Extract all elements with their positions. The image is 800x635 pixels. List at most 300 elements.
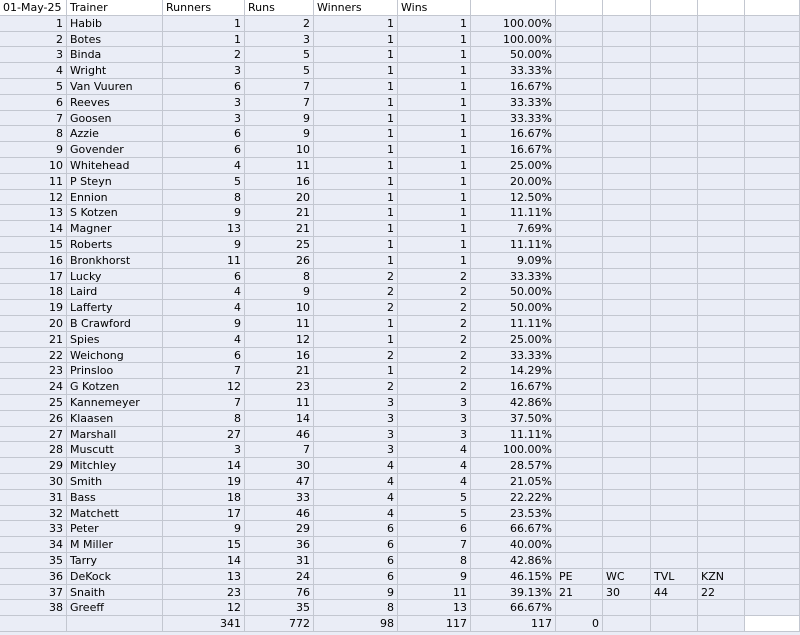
- cell-rank[interactable]: 30: [0, 474, 67, 490]
- cell-runs[interactable]: 12: [245, 332, 314, 348]
- cell-winners[interactable]: 3: [314, 427, 398, 443]
- cell-wins[interactable]: 1: [398, 95, 471, 111]
- cell-wins[interactable]: 4: [398, 442, 471, 458]
- cell-runs[interactable]: 5: [245, 47, 314, 63]
- empty-cell[interactable]: [651, 142, 698, 158]
- cell-trainer[interactable]: Mitchley: [67, 458, 163, 474]
- province-value[interactable]: 21: [556, 585, 603, 601]
- cell-rank[interactable]: 2: [0, 32, 67, 48]
- cell-runners[interactable]: 18: [163, 490, 245, 506]
- cell-rank[interactable]: 14: [0, 221, 67, 237]
- empty-cell[interactable]: [745, 506, 800, 522]
- cell-wins[interactable]: 1: [398, 190, 471, 206]
- cell-runners[interactable]: 9: [163, 316, 245, 332]
- cell-wins[interactable]: 3: [398, 427, 471, 443]
- empty-cell[interactable]: [651, 158, 698, 174]
- cell-pct[interactable]: 33.33%: [471, 63, 556, 79]
- empty-cell[interactable]: [651, 95, 698, 111]
- cell-winners[interactable]: 1: [314, 111, 398, 127]
- cell-wins[interactable]: 1: [398, 253, 471, 269]
- cell-runs[interactable]: 23: [245, 379, 314, 395]
- cell-trainer[interactable]: G Kotzen: [67, 379, 163, 395]
- cell-trainer[interactable]: P Steyn: [67, 174, 163, 190]
- empty-cell[interactable]: [745, 142, 800, 158]
- cell-pct[interactable]: 100.00%: [471, 442, 556, 458]
- cell-rank[interactable]: 15: [0, 237, 67, 253]
- header-empty-cell[interactable]: [603, 0, 651, 16]
- cell-trainer[interactable]: Lucky: [67, 269, 163, 285]
- cell-runners[interactable]: 7: [163, 363, 245, 379]
- empty-cell[interactable]: [556, 237, 603, 253]
- cell-wins[interactable]: 1: [398, 63, 471, 79]
- empty-cell[interactable]: [556, 427, 603, 443]
- cell-wins[interactable]: 2: [398, 284, 471, 300]
- empty-cell[interactable]: [603, 363, 651, 379]
- cell-runs[interactable]: 33: [245, 490, 314, 506]
- empty-cell[interactable]: [651, 79, 698, 95]
- empty-cell[interactable]: [698, 600, 745, 616]
- empty-cell[interactable]: [556, 126, 603, 142]
- cell-runs[interactable]: 26: [245, 253, 314, 269]
- cell-trainer[interactable]: Muscutt: [67, 442, 163, 458]
- province-label[interactable]: TVL: [651, 569, 698, 585]
- empty-cell[interactable]: [556, 95, 603, 111]
- cell-runners[interactable]: 17: [163, 506, 245, 522]
- cell-runs[interactable]: 46: [245, 427, 314, 443]
- cell-winners[interactable]: 1: [314, 174, 398, 190]
- empty-cell[interactable]: [745, 16, 800, 32]
- empty-cell[interactable]: [651, 190, 698, 206]
- cell-runners[interactable]: 13: [163, 569, 245, 585]
- cell-pct[interactable]: 33.33%: [471, 348, 556, 364]
- cell-winners[interactable]: 1: [314, 316, 398, 332]
- cell-rank[interactable]: 10: [0, 158, 67, 174]
- empty-cell[interactable]: [556, 379, 603, 395]
- cell-winners[interactable]: 4: [314, 506, 398, 522]
- cell-runners[interactable]: 12: [163, 379, 245, 395]
- empty-cell[interactable]: [651, 237, 698, 253]
- empty-cell[interactable]: [698, 395, 745, 411]
- empty-cell[interactable]: [651, 458, 698, 474]
- cell-runners[interactable]: 12: [163, 600, 245, 616]
- cell-rank[interactable]: 24: [0, 379, 67, 395]
- empty-cell[interactable]: [603, 506, 651, 522]
- cell-trainer[interactable]: Tarry: [67, 553, 163, 569]
- header-wins[interactable]: Wins: [398, 0, 471, 16]
- empty-cell[interactable]: [556, 521, 603, 537]
- empty-cell[interactable]: [556, 506, 603, 522]
- cell-trainer[interactable]: Smith: [67, 474, 163, 490]
- cell-winners[interactable]: 2: [314, 284, 398, 300]
- cell-winners[interactable]: 1: [314, 79, 398, 95]
- cell-runners[interactable]: 14: [163, 553, 245, 569]
- cell-runs[interactable]: 76: [245, 585, 314, 601]
- cell-runs[interactable]: 10: [245, 142, 314, 158]
- empty-cell[interactable]: [745, 363, 800, 379]
- empty-cell[interactable]: [603, 205, 651, 221]
- cell-runners[interactable]: 8: [163, 190, 245, 206]
- empty-cell[interactable]: [603, 300, 651, 316]
- cell-winners[interactable]: 3: [314, 395, 398, 411]
- empty-cell[interactable]: [698, 142, 745, 158]
- empty-cell[interactable]: [603, 95, 651, 111]
- empty-cell[interactable]: [745, 348, 800, 364]
- cell-runs[interactable]: 21: [245, 221, 314, 237]
- empty-cell[interactable]: [603, 395, 651, 411]
- cell-winners[interactable]: 4: [314, 474, 398, 490]
- empty-cell[interactable]: [651, 506, 698, 522]
- header-empty-cell[interactable]: [698, 0, 745, 16]
- empty-cell[interactable]: [698, 458, 745, 474]
- empty-cell[interactable]: [67, 616, 163, 632]
- empty-cell[interactable]: [651, 332, 698, 348]
- empty-cell[interactable]: [603, 269, 651, 285]
- cell-rank[interactable]: 3: [0, 47, 67, 63]
- empty-cell[interactable]: [556, 142, 603, 158]
- empty-cell[interactable]: [651, 600, 698, 616]
- empty-cell[interactable]: [556, 32, 603, 48]
- cell-wins[interactable]: 1: [398, 79, 471, 95]
- cell-runners[interactable]: 8: [163, 411, 245, 427]
- empty-cell[interactable]: [651, 221, 698, 237]
- province-value[interactable]: 22: [698, 585, 745, 601]
- cell-winners[interactable]: 2: [314, 348, 398, 364]
- cell-trainer[interactable]: Weichong: [67, 348, 163, 364]
- cell-runners[interactable]: 6: [163, 269, 245, 285]
- empty-cell[interactable]: [698, 474, 745, 490]
- cell-runners[interactable]: 4: [163, 158, 245, 174]
- empty-cell[interactable]: [603, 490, 651, 506]
- empty-cell[interactable]: [745, 600, 800, 616]
- cell-trainer[interactable]: Whitehead: [67, 158, 163, 174]
- empty-cell[interactable]: [698, 300, 745, 316]
- empty-cell[interactable]: [651, 300, 698, 316]
- empty-cell[interactable]: [745, 379, 800, 395]
- total-wins-sum[interactable]: 117: [471, 616, 556, 632]
- cell-runs[interactable]: 21: [245, 363, 314, 379]
- empty-cell[interactable]: [603, 348, 651, 364]
- empty-cell[interactable]: [603, 174, 651, 190]
- empty-cell[interactable]: [556, 458, 603, 474]
- empty-cell[interactable]: [556, 63, 603, 79]
- cell-runners[interactable]: 9: [163, 237, 245, 253]
- cell-pct[interactable]: 21.05%: [471, 474, 556, 490]
- empty-cell[interactable]: [651, 111, 698, 127]
- empty-cell[interactable]: [603, 411, 651, 427]
- cell-pct[interactable]: 16.67%: [471, 142, 556, 158]
- cell-trainer[interactable]: Snaith: [67, 585, 163, 601]
- province-value[interactable]: 30: [603, 585, 651, 601]
- empty-cell[interactable]: [651, 348, 698, 364]
- empty-cell[interactable]: [745, 32, 800, 48]
- cell-rank[interactable]: 22: [0, 348, 67, 364]
- cell-wins[interactable]: 1: [398, 111, 471, 127]
- cell-rank[interactable]: 13: [0, 205, 67, 221]
- cell-wins[interactable]: 3: [398, 411, 471, 427]
- cell-pct[interactable]: 25.00%: [471, 158, 556, 174]
- province-label[interactable]: WC: [603, 569, 651, 585]
- cell-rank[interactable]: 5: [0, 79, 67, 95]
- cell-wins[interactable]: 9: [398, 569, 471, 585]
- empty-cell[interactable]: [651, 16, 698, 32]
- cell-trainer[interactable]: Prinsloo: [67, 363, 163, 379]
- empty-cell[interactable]: [603, 521, 651, 537]
- empty-cell[interactable]: [603, 553, 651, 569]
- cell-rank[interactable]: 32: [0, 506, 67, 522]
- cell-wins[interactable]: 2: [398, 348, 471, 364]
- empty-cell[interactable]: [603, 126, 651, 142]
- cell-pct[interactable]: 46.15%: [471, 569, 556, 585]
- empty-cell[interactable]: [556, 316, 603, 332]
- empty-cell[interactable]: [556, 269, 603, 285]
- cell-pct[interactable]: 9.09%: [471, 253, 556, 269]
- empty-cell[interactable]: [698, 190, 745, 206]
- empty-cell[interactable]: [745, 411, 800, 427]
- empty-cell[interactable]: [698, 111, 745, 127]
- empty-cell[interactable]: [603, 142, 651, 158]
- cell-pct[interactable]: 20.00%: [471, 174, 556, 190]
- empty-cell[interactable]: [651, 474, 698, 490]
- empty-cell[interactable]: [698, 95, 745, 111]
- cell-runs[interactable]: 2: [245, 16, 314, 32]
- cell-trainer[interactable]: Azzie: [67, 126, 163, 142]
- cell-rank[interactable]: 6: [0, 95, 67, 111]
- header-empty-cell[interactable]: [556, 0, 603, 16]
- cell-runs[interactable]: 7: [245, 442, 314, 458]
- empty-cell[interactable]: [745, 63, 800, 79]
- cell-trainer[interactable]: Peter: [67, 521, 163, 537]
- empty-cell[interactable]: [651, 553, 698, 569]
- cell-rank[interactable]: 17: [0, 269, 67, 285]
- cell-pct[interactable]: 11.11%: [471, 427, 556, 443]
- cell-runs[interactable]: 20: [245, 190, 314, 206]
- empty-cell[interactable]: [698, 221, 745, 237]
- cell-wins[interactable]: 2: [398, 379, 471, 395]
- empty-cell[interactable]: [603, 221, 651, 237]
- cell-runs[interactable]: 47: [245, 474, 314, 490]
- cell-rank[interactable]: 9: [0, 142, 67, 158]
- empty-cell[interactable]: [603, 158, 651, 174]
- empty-cell[interactable]: [603, 16, 651, 32]
- empty-cell[interactable]: [745, 174, 800, 190]
- empty-cell[interactable]: [651, 32, 698, 48]
- cell-rank[interactable]: 34: [0, 537, 67, 553]
- cell-wins[interactable]: 1: [398, 16, 471, 32]
- cell-runners[interactable]: 7: [163, 395, 245, 411]
- empty-cell[interactable]: [651, 395, 698, 411]
- cell-runs[interactable]: 7: [245, 79, 314, 95]
- cell-pct[interactable]: 16.67%: [471, 379, 556, 395]
- cell-rank[interactable]: 20: [0, 316, 67, 332]
- cell-runners[interactable]: 3: [163, 442, 245, 458]
- empty-cell[interactable]: [651, 63, 698, 79]
- empty-cell[interactable]: [651, 537, 698, 553]
- empty-cell[interactable]: [651, 47, 698, 63]
- empty-cell[interactable]: [745, 458, 800, 474]
- empty-cell[interactable]: [603, 253, 651, 269]
- cell-runs[interactable]: 9: [245, 284, 314, 300]
- cell-rank[interactable]: 23: [0, 363, 67, 379]
- cell-wins[interactable]: 4: [398, 474, 471, 490]
- cell-runners[interactable]: 4: [163, 300, 245, 316]
- cell-wins[interactable]: 1: [398, 158, 471, 174]
- cell-winners[interactable]: 6: [314, 521, 398, 537]
- empty-cell[interactable]: [651, 316, 698, 332]
- empty-cell[interactable]: [603, 32, 651, 48]
- cell-wins[interactable]: 11: [398, 585, 471, 601]
- cell-pct[interactable]: 66.67%: [471, 600, 556, 616]
- cell-pct[interactable]: 50.00%: [471, 47, 556, 63]
- cell-runners[interactable]: 6: [163, 126, 245, 142]
- cell-rank[interactable]: 33: [0, 521, 67, 537]
- cell-pct[interactable]: 40.00%: [471, 537, 556, 553]
- cell-pct[interactable]: 50.00%: [471, 284, 556, 300]
- empty-cell[interactable]: [698, 284, 745, 300]
- empty-cell[interactable]: [745, 237, 800, 253]
- empty-cell[interactable]: [556, 221, 603, 237]
- empty-cell[interactable]: [698, 553, 745, 569]
- empty-cell[interactable]: [651, 253, 698, 269]
- cell-rank[interactable]: 26: [0, 411, 67, 427]
- empty-cell[interactable]: [603, 63, 651, 79]
- cell-pct[interactable]: 33.33%: [471, 95, 556, 111]
- cell-runs[interactable]: 25: [245, 237, 314, 253]
- empty-cell[interactable]: [556, 332, 603, 348]
- empty-cell[interactable]: [745, 221, 800, 237]
- cell-trainer[interactable]: Ennion: [67, 190, 163, 206]
- cell-trainer[interactable]: M Miller: [67, 537, 163, 553]
- cell-runs[interactable]: 31: [245, 553, 314, 569]
- empty-cell[interactable]: [556, 600, 603, 616]
- cell-pct[interactable]: 50.00%: [471, 300, 556, 316]
- cell-wins[interactable]: 1: [398, 32, 471, 48]
- cell-pct[interactable]: 42.86%: [471, 553, 556, 569]
- empty-cell[interactable]: [745, 427, 800, 443]
- cell-trainer[interactable]: Botes: [67, 32, 163, 48]
- cell-runs[interactable]: 10: [245, 300, 314, 316]
- cell-rank[interactable]: 28: [0, 442, 67, 458]
- cell-trainer[interactable]: Bass: [67, 490, 163, 506]
- empty-cell[interactable]: [651, 442, 698, 458]
- cell-wins[interactable]: 2: [398, 300, 471, 316]
- cell-wins[interactable]: 13: [398, 600, 471, 616]
- cell-rank[interactable]: 27: [0, 427, 67, 443]
- cell-trainer[interactable]: Wright: [67, 63, 163, 79]
- cell-rank[interactable]: 16: [0, 253, 67, 269]
- empty-cell[interactable]: [745, 269, 800, 285]
- cell-wins[interactable]: 1: [398, 126, 471, 142]
- header-empty-cell[interactable]: [651, 0, 698, 16]
- empty-cell[interactable]: [698, 442, 745, 458]
- cell-trainer[interactable]: Reeves: [67, 95, 163, 111]
- empty-cell[interactable]: [745, 332, 800, 348]
- empty-cell[interactable]: [556, 474, 603, 490]
- cell-runs[interactable]: 46: [245, 506, 314, 522]
- cell-runners[interactable]: 4: [163, 332, 245, 348]
- empty-cell[interactable]: [556, 111, 603, 127]
- cell-wins[interactable]: 2: [398, 332, 471, 348]
- cell-wins[interactable]: 1: [398, 47, 471, 63]
- cell-runs[interactable]: 7: [245, 95, 314, 111]
- cell-runs[interactable]: 29: [245, 521, 314, 537]
- cell-rank[interactable]: 12: [0, 190, 67, 206]
- cell-winners[interactable]: 4: [314, 490, 398, 506]
- empty-cell[interactable]: [698, 16, 745, 32]
- cell-runners[interactable]: 5: [163, 174, 245, 190]
- cell-runs[interactable]: 8: [245, 269, 314, 285]
- cell-winners[interactable]: 1: [314, 47, 398, 63]
- empty-cell[interactable]: [603, 537, 651, 553]
- cell-winners[interactable]: 3: [314, 442, 398, 458]
- empty-cell[interactable]: [745, 300, 800, 316]
- empty-cell[interactable]: [745, 111, 800, 127]
- empty-cell[interactable]: [603, 47, 651, 63]
- empty-cell[interactable]: [556, 79, 603, 95]
- empty-cell[interactable]: [556, 411, 603, 427]
- cell-pct[interactable]: 16.67%: [471, 79, 556, 95]
- empty-cell[interactable]: [556, 190, 603, 206]
- cell-winners[interactable]: 1: [314, 142, 398, 158]
- cell-runners[interactable]: 2: [163, 47, 245, 63]
- cell-rank[interactable]: 38: [0, 600, 67, 616]
- cell-trainer[interactable]: Goosen: [67, 111, 163, 127]
- empty-cell[interactable]: [698, 348, 745, 364]
- cell-wins[interactable]: 1: [398, 142, 471, 158]
- cell-wins[interactable]: 3: [398, 395, 471, 411]
- cell-trainer[interactable]: Van Vuuren: [67, 79, 163, 95]
- total-wins[interactable]: 117: [398, 616, 471, 632]
- total-extra[interactable]: 0: [556, 616, 603, 632]
- cell-winners[interactable]: 1: [314, 63, 398, 79]
- cell-pct[interactable]: 66.67%: [471, 521, 556, 537]
- cell-runners[interactable]: 14: [163, 458, 245, 474]
- empty-cell[interactable]: [556, 205, 603, 221]
- empty-cell[interactable]: [698, 506, 745, 522]
- cell-winners[interactable]: 1: [314, 158, 398, 174]
- cell-runners[interactable]: 3: [163, 111, 245, 127]
- cell-wins[interactable]: 5: [398, 506, 471, 522]
- empty-cell[interactable]: [651, 269, 698, 285]
- cell-winners[interactable]: 1: [314, 16, 398, 32]
- total-runners[interactable]: 341: [163, 616, 245, 632]
- cell-winners[interactable]: 1: [314, 332, 398, 348]
- cell-trainer[interactable]: Spies: [67, 332, 163, 348]
- empty-cell[interactable]: [603, 190, 651, 206]
- cell-trainer[interactable]: Magner: [67, 221, 163, 237]
- cell-pct[interactable]: 12.50%: [471, 190, 556, 206]
- cell-pct[interactable]: 33.33%: [471, 111, 556, 127]
- cell-pct[interactable]: 42.86%: [471, 395, 556, 411]
- cell-winners[interactable]: 1: [314, 190, 398, 206]
- empty-cell[interactable]: [698, 158, 745, 174]
- header-runners[interactable]: Runners: [163, 0, 245, 16]
- cell-winners[interactable]: 1: [314, 221, 398, 237]
- cell-winners[interactable]: 2: [314, 300, 398, 316]
- cell-runners[interactable]: 13: [163, 221, 245, 237]
- empty-cell[interactable]: [651, 174, 698, 190]
- empty-cell[interactable]: [603, 458, 651, 474]
- empty-cell[interactable]: [745, 553, 800, 569]
- cell-runs[interactable]: 21: [245, 205, 314, 221]
- cell-trainer[interactable]: Marshall: [67, 427, 163, 443]
- cell-wins[interactable]: 1: [398, 174, 471, 190]
- empty-cell[interactable]: [603, 474, 651, 490]
- empty-cell[interactable]: [698, 237, 745, 253]
- empty-cell[interactable]: [745, 474, 800, 490]
- empty-cell[interactable]: [698, 47, 745, 63]
- cell-rank[interactable]: 31: [0, 490, 67, 506]
- cell-pct[interactable]: 16.67%: [471, 126, 556, 142]
